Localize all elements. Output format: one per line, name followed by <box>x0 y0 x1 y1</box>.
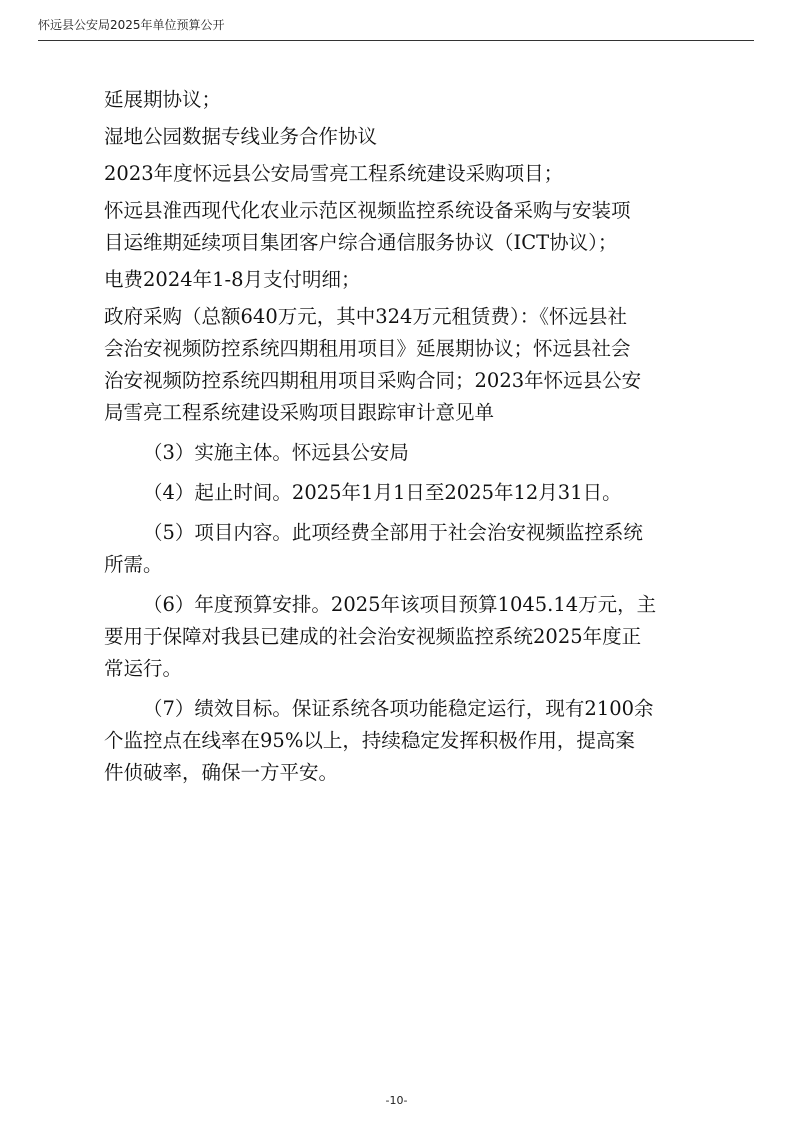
body-line: 延展期协议； <box>104 88 222 111</box>
body-line: 个监控点在线率在95%以上，持续稳定发挥积极作用，提高案 <box>104 729 635 752</box>
body-line: 常运行。 <box>104 657 183 680</box>
body-line: 件侦破率，确保一方平安。 <box>104 761 339 784</box>
body-line: 目运维期延续项目集团客户综合通信服务协议（ICT协议）； <box>104 231 618 254</box>
body-line: 怀远县淮西现代化农业示范区视频监控系统设备采购与安装项 <box>104 199 631 222</box>
body-line: 湿地公园数据专线业务合作协议 <box>104 125 378 148</box>
section-item: （6）年度预算安排。2025年该项目预算1045.14万元，主 <box>143 593 657 616</box>
section-item: （3）实施主体。怀远县公安局 <box>143 441 409 464</box>
body-line: 会治安视频防控系统四期租用项目》延展期协议；怀远县社会 <box>104 337 631 360</box>
body-line: 治安视频防控系统四期租用项目采购合同；2023年怀远县公安 <box>104 369 642 392</box>
page-number: -10- <box>385 1094 408 1107</box>
header-title: 怀远县公安局2025年单位预算公开 <box>38 18 225 32</box>
body-line: 政府采购（总额640万元，其中324万元租赁费）：《怀远县社 <box>104 305 627 328</box>
body-line: 2023年度怀远县公安局雪亮工程系统建设采购项目； <box>104 162 564 185</box>
page-header <box>38 16 754 41</box>
body-line: 要用于保障对我县已建成的社会治安视频监控系统2025年度正 <box>104 625 642 648</box>
section-item: （5）项目内容。此项经费全部用于社会治安视频监控系统 <box>143 521 643 544</box>
section-item: （7）绩效目标。保证系统各项功能稳定运行，现有2100余 <box>143 697 654 720</box>
body-line: 局雪亮工程系统建设采购项目跟踪审计意见单 <box>104 401 495 424</box>
document-body <box>104 84 694 789</box>
body-line: 电费2024年1-8月支付明细； <box>104 268 361 291</box>
body-line: 所需。 <box>104 553 163 576</box>
section-item: （4）起止时间。2025年1月1日至2025年12月31日。 <box>143 481 622 504</box>
